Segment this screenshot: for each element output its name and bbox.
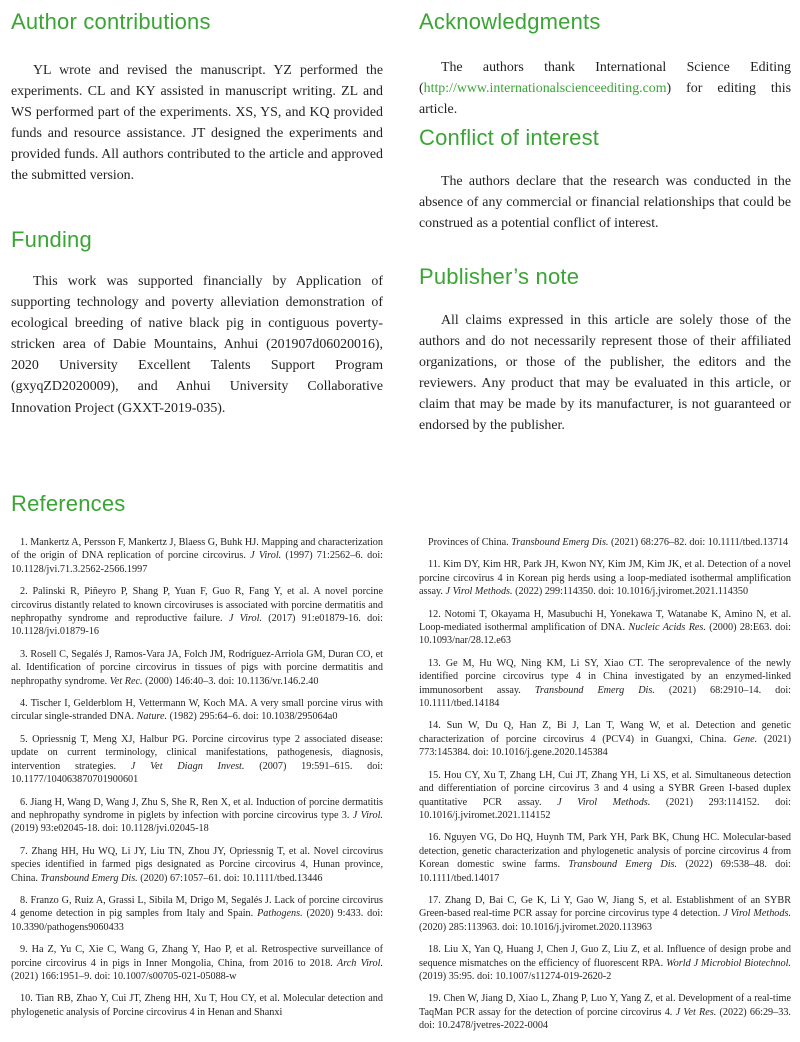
reference-text: 18. Liu X, Yan Q, Huang J, Chen J, Guo Z, Liu Z, et al. Influence of design probe and sequence mismatches on the efficiency of fluorescent RPA. xyxy=(419,944,791,969)
author-contributions-text: YL wrote and revised the manuscript. YZ performed the experiments. CL and KY assisted in manuscript writing. ZL and WS performed part of the experiments. XS, YS, and KQ provided funds and resource assistance. JT designed the experiments and provided funds. All authors contributed to the article and approved the submitted version. xyxy=(11,63,383,184)
reference-details: (2021) 293:114152. doi: 10.1016/j.jviromet.2021.114152 xyxy=(419,796,791,821)
reference-journal: Transbound Emerg Dis. xyxy=(534,684,655,696)
reference-journal: Transbound Emerg Dis. xyxy=(568,859,678,871)
reference-item xyxy=(11,648,383,688)
reference-journal: J Vet Res. xyxy=(675,1006,717,1018)
reference-text: 2. Palinski R, Piñeyro P, Shang P, Yuan F, Guo R, Fang Y, et al. A novel porcine circovirus distantly related to known circoviruses is associated with porcine dermatitis and nephropathy syndrome and reproductive failure. xyxy=(11,586,383,625)
reference-text: 12. Notomi T, Okayama H, Masubuchi H, Yonekawa T, Watanabe K, Amino N, et al. Loop-mediated isothermal amplification of DNA. xyxy=(419,608,791,634)
reference-text: Provinces of China. xyxy=(428,537,512,548)
references-left-column xyxy=(11,536,383,1028)
reference-item xyxy=(419,943,791,983)
reference-details: (2022) 69:538–48. doi: 10.1111/tbed.14017 xyxy=(419,859,792,884)
reference-text: 14. Sun W, Du Q, Han Z, Bi J, Lan T, Wang W, et al. Detection and genetic characterization of porcine circovirus 4 (PCV4) in Guangxi, China. xyxy=(419,720,791,745)
reference-details: (2019) 35:95. doi: 10.1007/s11274-019-2620-2 xyxy=(419,970,612,982)
reference-item xyxy=(419,894,791,934)
reference-details: (2019) 93:e02045-18. doi: 10.1128/jvi.02045-18 xyxy=(11,823,209,835)
reference-details: (2000) 28:E63. doi: 10.1093/nar/28.12.e63 xyxy=(419,622,791,647)
publisher-note-heading: Publisher’s note xyxy=(419,264,580,289)
reference-journal: J Vet Diagn Invest. xyxy=(130,760,245,772)
references-heading: References xyxy=(11,491,126,516)
editing-service-link[interactable]: http://www.internationalscienceediting.com xyxy=(423,81,667,97)
reference-text: 11. Kim DY, Kim HR, Park JH, Kwon NY, Kim JM, Kim JK, et al. Detection of a novel porcine circovirus 4 in Korean pig herds using a loop-mediated isothermal amplification assay. xyxy=(419,559,791,598)
reference-item xyxy=(419,769,791,823)
reference-item xyxy=(419,992,791,1032)
reference-details: (2022) 66:29–33. doi: 10.2478/jvetres-2022-0004 xyxy=(419,1006,791,1032)
reference-details: (2021) 773:145384. doi: 10.1016/j.gene.2020.145384 xyxy=(419,733,791,759)
reference-text: 6. Jiang H, Wang D, Wang J, Zhu S, She R, Ren X, et al. Induction of porcine dermatitis and nephropathy syndrome in piglets by infection with porcine circovirus type 3. xyxy=(11,796,383,821)
reference-details: (2021) 68:276–82. doi: 10.1111/tbed.13714 xyxy=(608,537,789,548)
reference-item xyxy=(419,831,791,885)
acknowledgments-text-before: The authors thank International Science Editing ( xyxy=(419,60,791,97)
reference-text: 9. Ha Z, Yu C, Xie C, Wang G, Zhang Y, Hao P, et al. Retrospective surveillance of porcine circovirus 4 in pigs in Inner Mongolia, China, from 2016 to 2018. xyxy=(11,944,383,969)
reference-journal: Gene. xyxy=(733,733,758,745)
reference-text: 5. Opriessnig T, Meng XJ, Halbur PG. Porcine circovirus type 2 associated disease: update on current terminology, clinical manifestations, pathogenesis, diagnosis, intervention strategies. xyxy=(11,733,383,772)
reference-journal: Nucleic Acids Res. xyxy=(628,622,706,634)
acknowledgments-text xyxy=(419,57,791,120)
reference-details: (2020) 285:113963. doi: 10.1016/j.jviromet.2020.113963 xyxy=(419,921,652,933)
reference-details: (1997) 71:2562–6. doi: 10.1128/jvi.71.3.2562-2566.1997 xyxy=(11,550,383,575)
reference-item xyxy=(11,943,383,983)
reference-journal: J Virol Methods. xyxy=(557,796,651,808)
reference-details: (2021) 166:1951–9. doi: 10.1007/s00705-021-05088-w xyxy=(11,970,237,982)
reference-item xyxy=(11,697,383,724)
reference-item xyxy=(11,536,383,576)
reference-details: (2020) 9:433. doi: 10.3390/pathogens9060433 xyxy=(11,908,383,933)
reference-text: 3. Rosell C, Segalés J, Ramos-Vara JA, Folch JM, Rodríguez-Arriola GM, Duran CO, et al. Identification of porcine circovirus in tissues of pigs with porcine dermatitis and nephropathy syndrome. xyxy=(11,648,383,687)
reference-details: (2022) 299:114350. doi: 10.1016/j.jviromet.2021.114350 xyxy=(512,586,749,598)
reference-details: (1982) 295:64–6. doi: 10.1038/295064a0 xyxy=(167,711,338,723)
reference-journal: J Virol. xyxy=(250,550,282,562)
reference-details: (2017) 91:e01879-16. doi: 10.1128/jvi.01879-16 xyxy=(11,613,383,638)
reference-item xyxy=(419,657,791,711)
reference-journal: J Virol. xyxy=(228,613,262,625)
reference-text: 17. Zhang D, Bai C, Ge K, Li Y, Gao W, Jiang S, et al. Establishment of an SYBR Green-based real-time PCR assay for porcine circovirus type 4 detection. xyxy=(419,894,791,920)
reference-item xyxy=(419,558,791,598)
reference-journal: Arch Virol. xyxy=(336,957,383,969)
conflict-section xyxy=(419,125,791,234)
reference-text: 19. Chen W, Jiang D, Xiao L, Zhang P, Luo Y, Yang Z, et al. Development of a real-time TaqMan PCR assay for the detection of porcine circovirus 4. xyxy=(419,993,791,1018)
reference-item xyxy=(11,894,383,934)
reference-item xyxy=(11,845,383,885)
funding-section xyxy=(11,227,383,419)
publisher-note-section xyxy=(419,264,791,437)
reference-journal: World J Microbiol Biotechnol. xyxy=(666,957,791,969)
reference-text: 8. Franzo G, Ruiz A, Grassi L, Sibila M, Drigo M, Segalés J. Lack of porcine circovirus 4 genome detection in pig samples from Italy and Spain. xyxy=(11,894,383,920)
reference-item xyxy=(11,733,383,787)
reference-details: (2021) 68:2910–14. doi: 10.1111/tbed.14184 xyxy=(419,684,792,710)
reference-text: 4. Tischer I, Gelderblom H, Vettermann W, Koch MA. A very small porcine virus with circular single-stranded DNA. xyxy=(11,698,383,723)
reference-text: 1. Mankertz A, Persson F, Mankertz J, Blaess G, Buhk HJ. Mapping and characterization of the origin of DNA replication of porcine circovirus. xyxy=(11,537,383,562)
conflict-heading: Conflict of interest xyxy=(419,125,600,150)
acknowledgments-section xyxy=(419,9,791,120)
reference-text: 10. Tian RB, Zhao Y, Cui JT, Zheng HH, Xu T, Hou CY, et al. Molecular detection and phylogenetic analysis of Porcine circovirus 4 in Henan and Shanxi xyxy=(11,993,383,1018)
conflict-text: The authors declare that the research was conducted in the absence of any commercial or financial relationships that could be construed as a potential conflict of interest. xyxy=(419,174,791,232)
reference-item xyxy=(11,992,383,1019)
reference-journal: Transbound Emerg Dis. xyxy=(511,537,609,548)
reference-text: 13. Ge M, Hu WQ, Ning KM, Li SY, Xiao CT. The seroprevalence of the newly identified porcine circovirus type 4 in China investigated by an enzymed-linked immunosorbent assay. xyxy=(419,657,791,696)
reference-journal: J Virol Methods. xyxy=(723,908,791,920)
reference-text: 16. Nguyen VG, Do HQ, Huynh TM, Park YH, Park BK, Chung HC. Molecular-based detection, genetic characterization and phylogenetic analysis of porcine circovirus 4 from Korean domestic swine farms. xyxy=(419,832,791,871)
reference-journal: Vet Rec. xyxy=(109,675,143,687)
reference-details: (2000) 146:40–3. doi: 10.1136/vr.146.2.40 xyxy=(142,675,319,687)
author-contributions-section xyxy=(11,9,383,187)
publisher-note-text: All claims expressed in this article are solely those of the authors and do not necessarily represent those of their affiliated organizations, or those of the publisher, the editors and the reviewers. Any product that may be evaluated in this article, or claim that may be made by its manufacturer, is not guaranteed or endorsed by the publisher. xyxy=(419,313,791,434)
reference-details: (2007) 19:591–615. doi: 10.1177/104063870701900601 xyxy=(11,760,383,786)
reference-item xyxy=(419,536,791,549)
reference-item xyxy=(419,719,791,759)
funding-text: This work was supported financially by Application of supporting technology and poverty alleviation demonstration of ecological breeding of native black pig in contiguous poverty-stricken area of Dabie Mountains, Anhui (201907d06020016), 2020 University Excellent Talents Support Program (gxyqZD2020009), and Anhui University Collaborative Innovation Project (GXXT-2019-035). xyxy=(11,274,383,416)
author-contributions-heading: Author contributions xyxy=(11,9,211,34)
references-right-column xyxy=(419,536,791,1042)
reference-journal: Transbound Emerg Dis. xyxy=(40,872,138,884)
reference-journal: Nature. xyxy=(136,711,168,723)
reference-journal: Pathogens. xyxy=(257,908,303,920)
reference-item xyxy=(11,585,383,639)
reference-journal: J Virol Methods. xyxy=(445,586,513,598)
acknowledgments-text-after: ) for editing this article. xyxy=(419,81,791,118)
funding-heading: Funding xyxy=(11,227,92,252)
reference-text: 7. Zhang HH, Hu WQ, Li JY, Liu TN, Zhou JY, Opriessnig T, et al. Novel circovirus species identified in farmed pigs designated as Porcine circovirus 4, Hunan province, China. xyxy=(11,845,383,884)
reference-item xyxy=(11,796,383,836)
reference-details: (2020) 67:1057–61. doi: 10.1111/tbed.13446 xyxy=(137,872,323,884)
reference-text: 15. Hou CY, Xu T, Zhang LH, Cui JT, Zhang YH, Li XS, et al. Simultaneous detection and differentiation of porcine circovirus 3 and 4 using a SYBR Green I-based duplex quantitative PCR assay. xyxy=(419,769,791,808)
reference-journal: J Virol. xyxy=(352,809,383,821)
acknowledgments-heading: Acknowledgments xyxy=(419,9,601,34)
reference-item xyxy=(419,608,791,648)
